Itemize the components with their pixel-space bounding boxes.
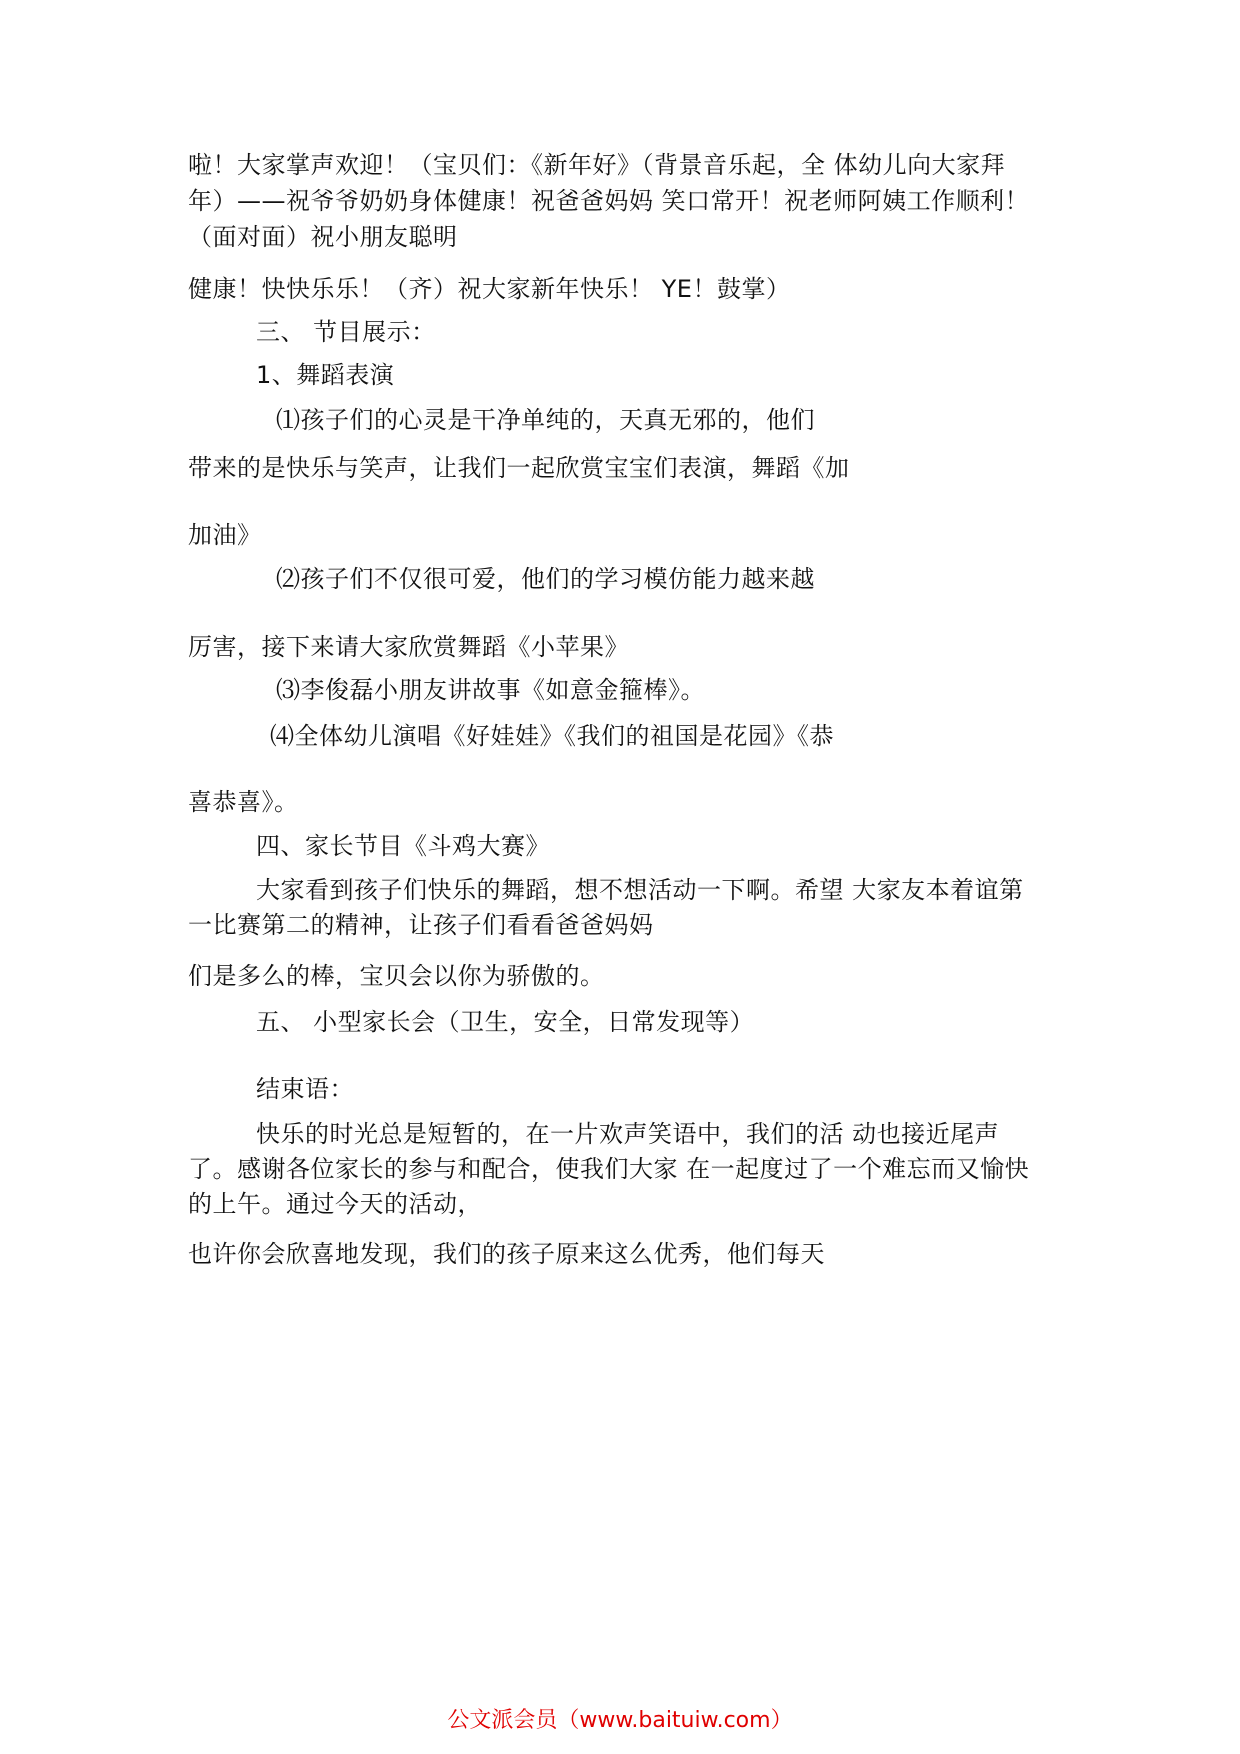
- paragraph-line: 们是多么的棒，宝贝会以你为骄傲的。: [188, 962, 605, 990]
- list-item: ⑶李俊磊小朋友讲故事《如意金箍棒》。: [276, 676, 705, 704]
- paragraph-line: 加油》: [188, 521, 262, 549]
- paragraph-line: 厉害，接下来请大家欣赏舞蹈《小苹果》: [188, 633, 629, 661]
- list-item: ⑵孩子们不仅很可爱，他们的学习模仿能力越来越: [276, 565, 815, 593]
- subsection-heading: 1、舞蹈表演: [256, 361, 395, 389]
- paragraph-line: 一比赛第二的精神，让孩子们看看爸爸妈妈: [188, 911, 654, 939]
- paragraph-line: 啦！大家掌声欢迎！（宝贝们：《新年好》（背景音乐起，全 体幼儿向大家拜: [188, 151, 1006, 179]
- paragraph-line: 也许你会欣喜地发现，我们的孩子原来这么优秀，他们每天: [188, 1240, 825, 1268]
- paragraph-line: 喜恭喜》。: [188, 788, 299, 816]
- section-heading: 四、家长节目《斗鸡大赛》: [256, 832, 550, 860]
- list-item: ⑷全体幼儿演唱《好娃娃》《我们的祖国是花园》《恭: [270, 722, 834, 750]
- closing-heading: 结束语：: [256, 1075, 354, 1103]
- footer-watermark: 公文派会员（www.baituiw.com）: [447, 1708, 793, 1733]
- section-heading: 三、 节目展示：: [256, 318, 436, 346]
- paragraph-line: 健康！快快乐乐！（齐）祝大家新年快乐！ YE！鼓掌）: [188, 275, 791, 303]
- paragraph-line: 带来的是快乐与笑声，让我们一起欣赏宝宝们表演，舞蹈《加: [188, 454, 850, 482]
- paragraph-line: 年）——祝爷爷奶奶身体健康！祝爸爸妈妈 笑口常开！祝老师阿姨工作顺利！: [188, 187, 1030, 215]
- paragraph-line: 的上午。通过今天的活动，: [188, 1190, 482, 1218]
- paragraph-line: 了。感谢各位家长的参与和配合，使我们大家 在一起度过了一个难忘而又愉快: [188, 1155, 1030, 1183]
- paragraph-line: 快乐的时光总是短暂的，在一片欢声笑语中，我们的活 动也接近尾声: [256, 1120, 1000, 1148]
- paragraph-line: 大家看到孩子们快乐的舞蹈，想不想活动一下啊。希望 大家友本着谊第: [256, 876, 1024, 904]
- section-heading: 五、 小型家长会（卫生，安全，日常发现等）: [256, 1008, 755, 1036]
- list-item: ⑴孩子们的心灵是干净单纯的，天真无邪的，他们: [276, 406, 815, 434]
- paragraph-line: （面对面）祝小朋友聪明: [188, 223, 458, 251]
